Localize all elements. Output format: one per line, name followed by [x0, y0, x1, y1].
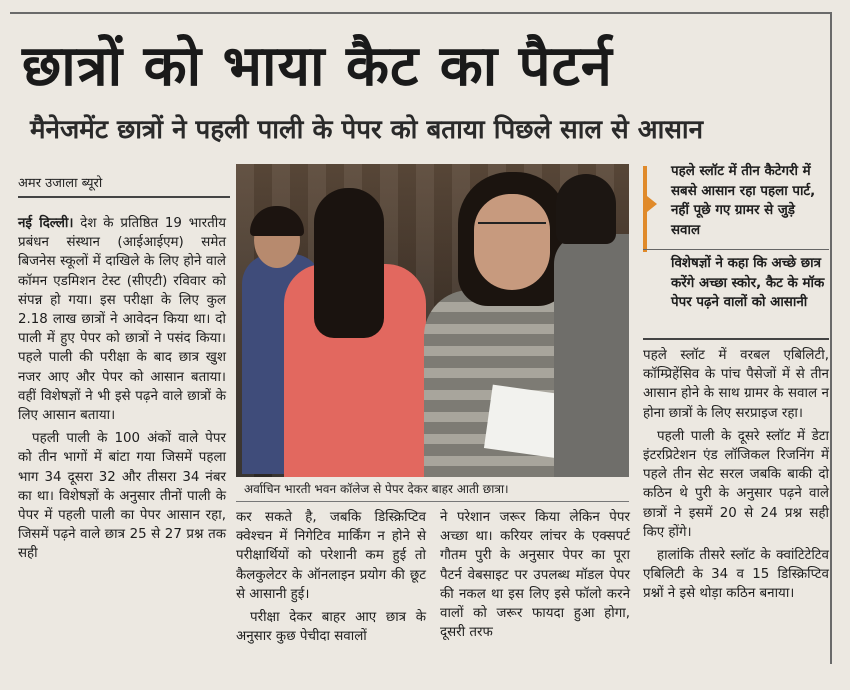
col3-paragraph-1: ने परेशान जरूर किया लेकिन पेपर अच्छा था। करियर लांचर के एक्सपर्ट गौतम पुरी के अनुसार पेपर का पूरा पैटर्न वेबसाइट पर उपलब्ध मॉडल पेपर की नकल था इस लिए इसे फॉलो करने वालों को जरूर फायदा हुआ होगा, दूसरी तरफ: [440, 510, 630, 641]
highlight-divider: [643, 249, 829, 250]
highlight-arrow-icon: [647, 196, 657, 212]
right-rule: [830, 14, 832, 664]
photo-caption: अर्वाचिन भारती भवन कॉलेज से पेपर देकर बाहर आती छात्रा।: [244, 482, 509, 496]
paragraph-1: [18, 214, 226, 425]
caption-rule: [236, 501, 629, 502]
news-photo: [236, 164, 629, 477]
column-1: [18, 214, 226, 564]
column-3: [440, 508, 630, 642]
col4-paragraph-1: पहले स्लॉट में वरबल एबिलिटी, कॉम्प्रिहेंसिव के पांच पैसेजों में से तीन आसान होने के साथ ग्रामर के सवाल न होना छात्रों के लिए सरप्राइज रहा।: [643, 348, 829, 421]
col4-paragraph-3: हालांकि तीसरे स्लॉट के क्वांटिटेटिव एबिलिटी के 34 व 15 डिस्क्रिप्टिव प्रश्नों ने इसे थोड़ा कठिन बनाया।: [643, 548, 829, 602]
paragraph-1-text: देश के प्रतिष्ठित 19 भारतीय प्रबंधन संस्थान (आईआईएम) समेत बिजनेस स्कूलों में दाखिले के लिए होने वाले कॉमन एडमिशन टेस्ट (सीएटी) रविवार को संपन्न हो गया। इस परीक्षा के लिए कुल 2.18 लाख छात्रों ने आवेदन किया था। दो पाली में हुए पेपर को छात्रों ने पसंद किया। पहले पाली की परीक्षा के बाद छात्र खुश नजर आए और पेपर को आसान बताया। वहीं विशेषज्ञों ने भी इसे पढ़ने वाले छात्रों के लिए आसान बताया।: [18, 216, 226, 424]
column-4: [643, 346, 829, 604]
col4-paragraph-2: पहली पाली के दूसरे स्लॉट में डेटा इंटरप्रिटेशन एंड लॉजिकल रिजनिंग में पहले तीन सेट सरल जबकि बाकी दो कठिन थे पुरी के अनुसार पढ़ने वाले छात्रों ने इसमें 20 से 24 प्रश्न सही किए होंगे।: [643, 428, 829, 540]
highlight-2: विशेषज्ञों ने कहा कि अच्छे छात्र करेंगे अच्छा स्कोर, कैट के मॉक पेपर पढ़ने वालों को आसानी: [671, 256, 825, 310]
col2-paragraph-1: कर सकते है, जबकि डिस्क्रिप्टिव क्वेश्चन में निगेटिव मार्किंग न होने से परीक्षार्थियों को परेशानी कम हुई तो कैलकुलेटर के ऑनलाइन प्रयोग की छूट से आसानी हुई।: [236, 510, 426, 602]
byline-rule: [18, 196, 230, 198]
photo-caption-box: [236, 478, 629, 500]
student-3-face: [474, 194, 550, 290]
student-2-hair: [314, 188, 384, 338]
top-rule: [10, 12, 832, 14]
highlight-1: पहले स्लॉट में तीन कैटेगरी में सबसे आसान रहा पहला पार्ट, नहीं पूछे गए ग्रामर से जुड़े सवाल: [671, 164, 816, 238]
byline: अमर उजाला ब्यूरो: [18, 176, 103, 191]
highlight-bottom-rule: [643, 338, 829, 340]
subheadline: मैनेजमेंट छात्रों ने पहली पाली के पेपर को बताया पिछले साल से आसान: [30, 115, 704, 145]
glasses-icon: [478, 222, 546, 238]
headline: छात्रों को भाया कैट का पैटर्न: [22, 34, 613, 99]
dateline: नई दिल्ली।: [18, 216, 74, 231]
student-4-hair: [556, 174, 616, 244]
student-4-figure: [554, 234, 629, 477]
col2-paragraph-2: परीक्षा देकर बाहर आए छात्र के अनुसार कुछ पेचीदा सवालों: [236, 610, 426, 645]
paragraph-2: पहली पाली के 100 अंकों वाले पेपर को तीन भागों में बांटा गया जिसमें पहला भाग 34 दूसरा 32 और तीसरा 34 नंबर का था। विशेषज्ञों के अनुसार तीनों पाली के पेपर में पहली पाली का पेपर आसान रहा, जिसमें पढ़ने वाले छात्र 25 से 27 प्रश्न तक सही: [18, 431, 226, 562]
column-2: [236, 508, 426, 646]
